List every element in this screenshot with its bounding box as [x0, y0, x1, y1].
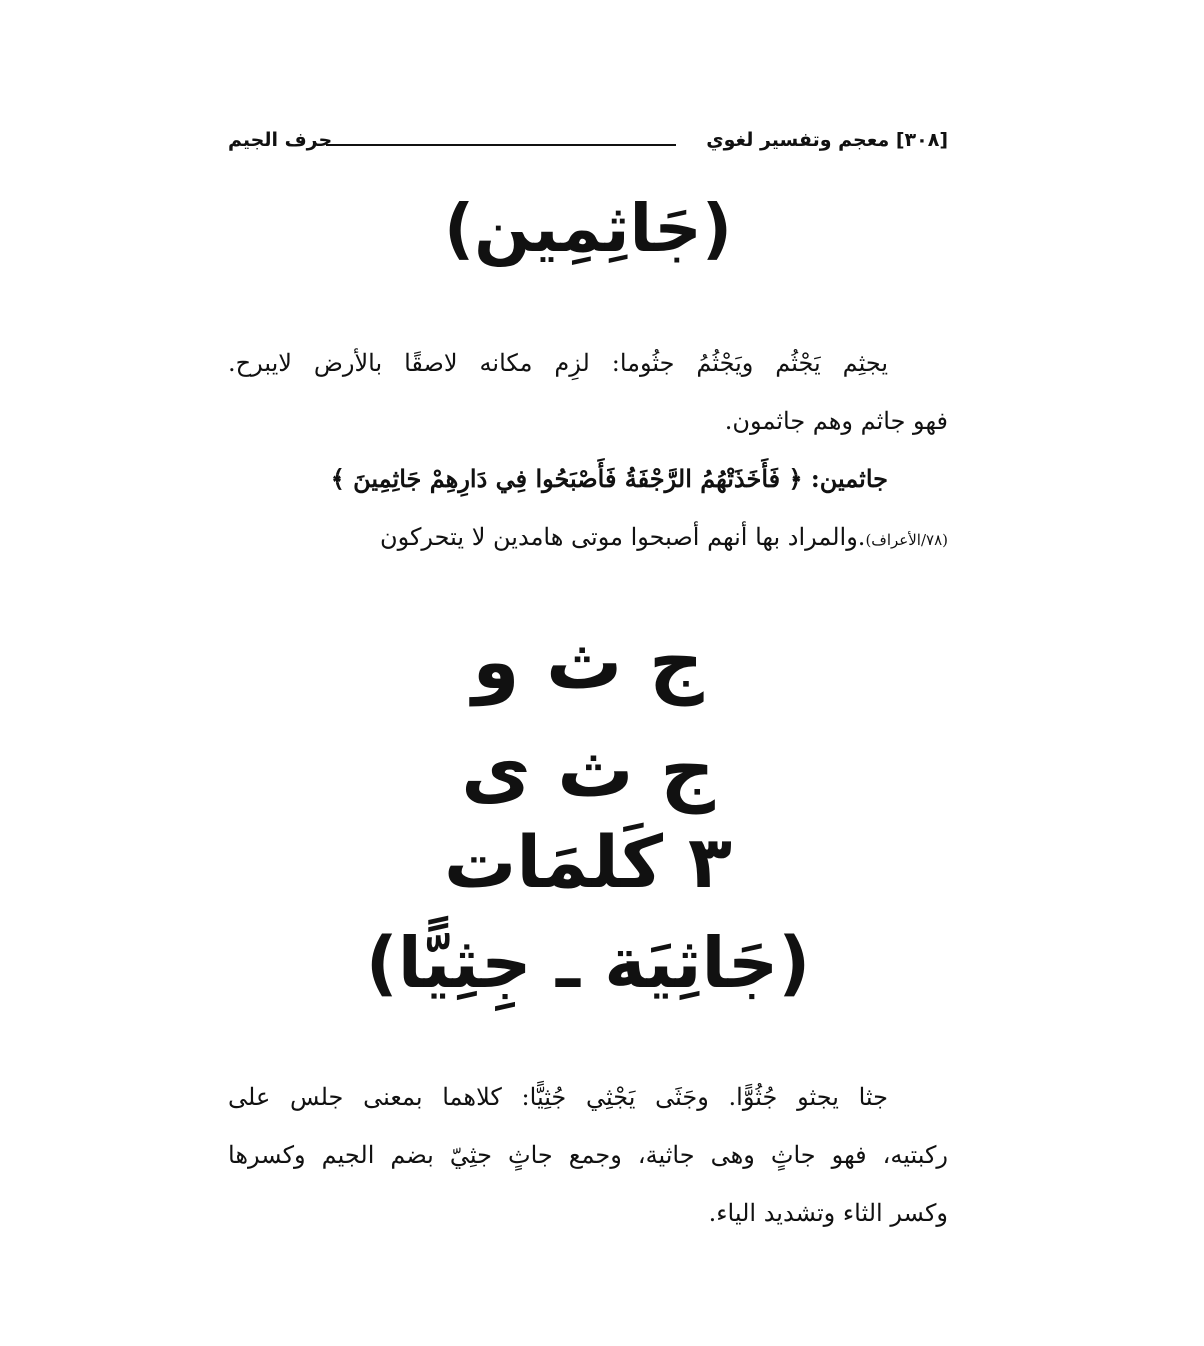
- running-header: [228, 125, 948, 161]
- explanation-line: [228, 508, 948, 569]
- quran-verse: جاثمين: ﴿ فَأَخَذَتْهُمُ الرَّجْفَةُ فَأَصْبَحُوا فِي دَارِهِمْ جَاثِمِينَ ﴾: [330, 464, 888, 493]
- page-reference: [٣٠٨] معجم وتفسير لغوي: [706, 129, 948, 151]
- explanation-text: .والمراد بها أنهم أصبحوا موتى هامدين لا يتحركون: [379, 523, 866, 551]
- root-letters-2: ج ث ى: [461, 725, 715, 814]
- definition-line: جثا يجثو جُثُوًّا. وجَثَى يَجْثِي جُثِيًّا: كلاهما بمعنى جلس على: [228, 1083, 888, 1111]
- headword-jathimin: (جَاثِمِين): [443, 190, 733, 267]
- definition-line: وكسر الثاء وتشديد الياء.: [708, 1199, 948, 1227]
- definition-paragraph-2: [228, 1068, 948, 1242]
- definition-line: ركبتيه، فهو جاثٍ وهى جاثية، وجمع جاثٍ جثِيّ بضم الجيم وكسرها: [228, 1141, 948, 1169]
- definition-line: يجثِم يَجْثُم ويَجْثُمُ جثُوما: لزِم مكانه لاصقًا بالأرض لايبرح.: [228, 349, 888, 377]
- verse-reference: (٧٨/الأعراف): [865, 531, 948, 549]
- definition-paragraph-1: [228, 334, 948, 450]
- quran-citation-paragraph: [228, 450, 948, 569]
- section-title: حرف الجيم: [228, 129, 333, 151]
- header-rule: [326, 144, 676, 146]
- root-letters-1: ج ث و: [472, 617, 704, 706]
- word-count: ٣ كَلمَات: [444, 820, 732, 904]
- definition-line: فهو جاثم وهم جاثمون.: [724, 407, 948, 435]
- headword-jathiya: (جَاثِيَة ـ جِثِيًّا): [365, 922, 811, 1004]
